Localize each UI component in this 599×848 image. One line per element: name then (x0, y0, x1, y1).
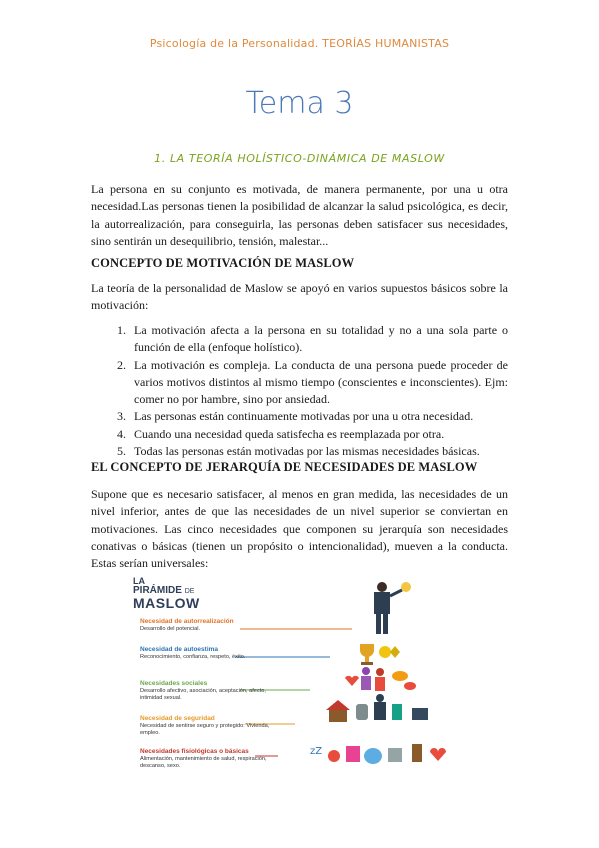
money-bag-icon (356, 704, 368, 720)
page-header: Psicología de la Personalidad. TEORÍAS HUMANISTAS (149, 37, 450, 50)
lungs-icon (364, 748, 382, 764)
level-title: Necesidad de autorrealización (140, 618, 234, 625)
list-item: 3. Las personas están continuamente motivadas por una u otra necesidad. (129, 408, 508, 425)
badge-icon (390, 646, 400, 658)
worker-icon (374, 702, 386, 720)
level-esteem (140, 646, 270, 661)
level-description: Desarrollo afectivo, asociación, aceptación, afecto, intimidad sexual. (140, 688, 266, 701)
paragraph-motivation: La teoría de la personalidad de Maslow se apoyó en varios supuestos básicos sobre la motivación: (91, 281, 508, 313)
list-item: 5. Todas las personas están motivadas por las mismas necesidades básicas. (129, 443, 508, 460)
list-item: 2. La motivación es compleja. La conducta de una persona puede proceder de varios motivos distintos al mismo tiempo (conscientes e inconscientes). Ejm: comer no por hambre, sino por ansiedad. (129, 357, 508, 409)
heading-hierarchy: EL CONCEPTO DE JERARQUÍA DE NECESIDADES DE MASLOW (91, 460, 478, 474)
level-physiological (140, 748, 270, 770)
level-description: Necesidad de sentirse seguro y protegido: Vivienda, empleo. (140, 723, 270, 736)
level-title: Necesidades fisiológicas o básicas (140, 748, 249, 755)
level-description: Desarrollo del potencial. (140, 626, 201, 632)
bathroom-icon (346, 746, 360, 762)
briefcase-icon (412, 708, 428, 720)
logo-de: DE (184, 588, 195, 595)
food-icon (388, 748, 402, 762)
logo-piramide-main: PIRÁMIDE (133, 585, 182, 596)
maslow-pyramid-infographic (130, 576, 475, 784)
heart-icon (430, 748, 446, 761)
employee-icon (392, 704, 402, 720)
level-social (140, 680, 270, 702)
page-title: Tema 3 (245, 86, 354, 121)
heading-motivation: CONCEPTO DE MOTIVACIÓN DE MASLOW (91, 256, 355, 270)
logo-maslow: MASLOW (133, 595, 200, 611)
level-safety (140, 715, 270, 737)
trophy-icon (360, 644, 374, 665)
businessman-icon (374, 582, 411, 634)
list-item: 4. Cuando una necesidad queda satisfecha es reemplazada por otra. (129, 426, 508, 443)
list-item: 1. La motivación afecta a la persona en su totalidad y no a una sola parte o función de ella (enfoque holístico). (129, 322, 508, 357)
house-icon (326, 700, 350, 722)
people-icon (345, 667, 416, 691)
level-title: Necesidades sociales (140, 680, 208, 687)
level-description: Reconocimiento, confianza, respeto, éxito. (140, 654, 246, 660)
paragraph-hierarchy: Supone que es necesario satisfacer, al menos en gran medida, las necesidades de un nivel inferior, antes de que las necesidades de un nivel superior se conviertan en motivaciones. Las cinco necesidades que componen su jerarquía son necesidades conativas o básicas (tienen un propósito o intencionalidad), mueven a la conducta. Estas serían universales: (91, 487, 508, 571)
level-description: Alimentación, mantenimiento de salud, respiración, descanso, sexo. (140, 756, 267, 769)
paragraph-intro: La persona en su conjunto es motivada, de manera permanente, por una u otra necesidad.Las personas tienen la posibilidad de alcanzar la salud psicológica, es decir, la autorrealización, para conseguirla, las personas deben satisfacer sus necesidades, sino sentirán un desequilibrio, tensión, malestar... (91, 182, 508, 248)
medal-icon (379, 646, 391, 658)
section-title: 1. LA TEORÍA HOLÍSTICO-DINÁMICA DE MASLOW (154, 152, 445, 165)
level-title: Necesidad de seguridad (140, 715, 215, 722)
level-title: Necesidad de autoestima (140, 646, 219, 653)
logo-la: LA (133, 576, 145, 586)
apple-icon (328, 750, 340, 762)
grocery-icon (412, 744, 422, 762)
motivation-list (91, 322, 508, 460)
level-self-actualization (140, 618, 270, 633)
sleep-icon: zZ (310, 746, 323, 757)
